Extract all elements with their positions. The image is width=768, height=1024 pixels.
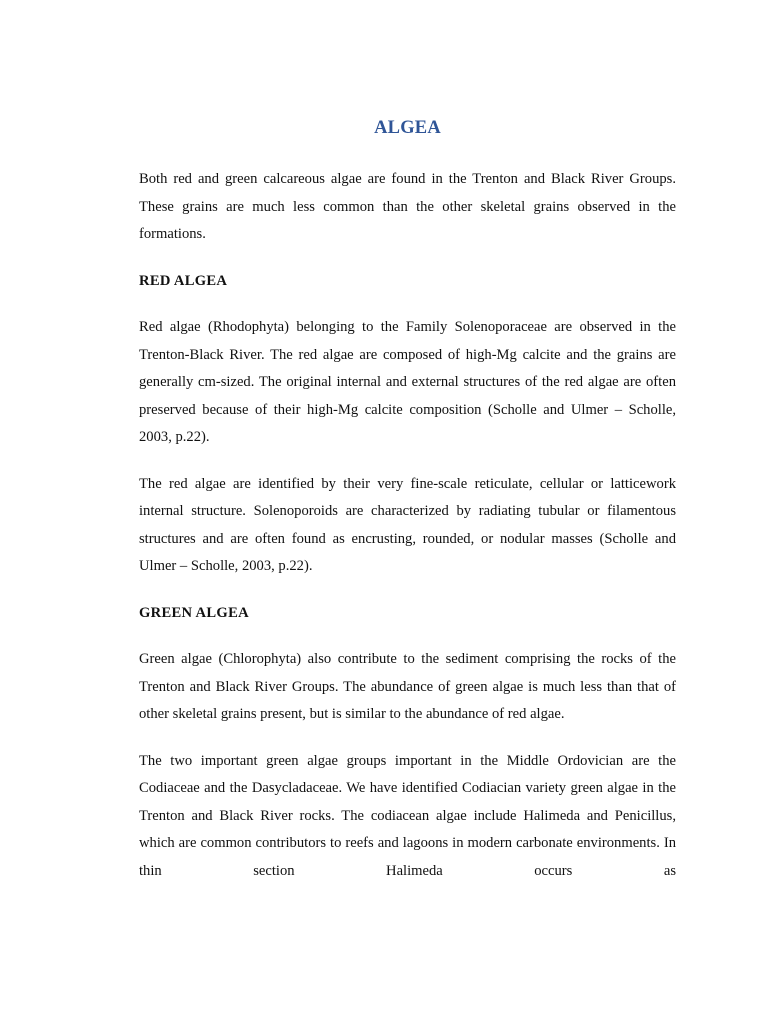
red-algae-paragraph-2: The red algae are identified by their very fine-scale reticulate, cellular or latticework internal structure. Solenoporoids are characterized by radiating tubular or filamentous structures and are often found as encrusting, rounded, or nodular masses (Scholle and Ulmer – Scholle, 2003, p.22). (139, 475, 676, 574)
green-algae-paragraph-2: The two important green algae groups important in the Middle Ordovician are the Codiaceae and the Dasycladaceae. We have identified Codiacian variety green algae in the Trenton and Black River rocks. The codiacean algae include Halimeda and Penicillus, which are common contributors to reefs and lagoons in modern carbonate environments. In thin section Halimeda occurs as (139, 752, 676, 879)
document-title: ALGEA (374, 118, 441, 138)
green-algae-paragraph-1: Green algae (Chlorophyta) also contribute to the sediment comprising the rocks of the Trenton and Black River Groups. The abundance of green algae is much less than that of other skeletal grains present, but is similar to the abundance of red algae. (139, 651, 676, 722)
red-algae-heading: RED ALGEA (139, 272, 228, 289)
intro-paragraph: Both red and green calcareous algae are found in the Trenton and Black River Groups. These grains are much less common than the other skeletal grains observed in the formations. (139, 171, 676, 242)
red-algae-paragraph-1: Red algae (Rhodophyta) belonging to the Family Solenoporaceae are observed in the Trenton-Black River. The red algae are composed of high-Mg calcite and the grains are generally cm-sized. The original internal and external structures of the red algae are often preserved because of their high-Mg calcite composition (Scholle and Ulmer – Scholle, 2003, p.22). (139, 319, 676, 445)
green-algae-heading: GREEN ALGEA (139, 604, 249, 621)
page-content (139, 110, 676, 885)
